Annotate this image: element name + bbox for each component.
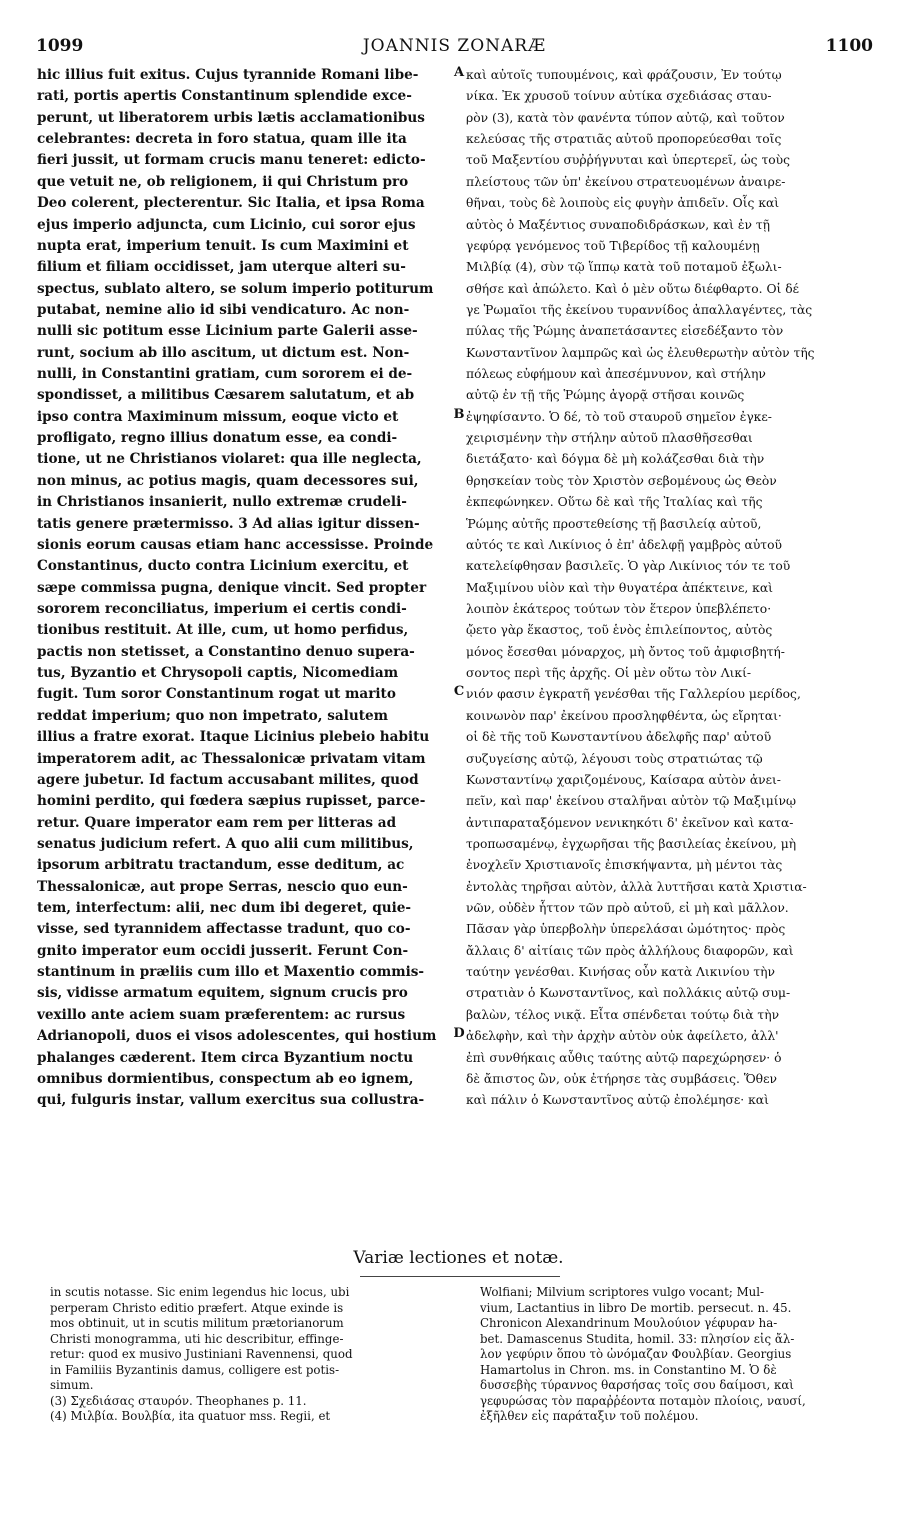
latin-text-line: senatus judicium refert. A quo alii cum militibus, — [37, 835, 414, 852]
greek-text-line: αὐτός τε καὶ Λικίνιος ὁ ἐπ' ἀδελφῇ γαμβρὸς αὐτοῦ — [466, 537, 782, 552]
greek-text-line: Μαξιμίνου υἱὸν καὶ τὴν θυγατέρα ἀπέκτεινε, καὶ — [466, 580, 773, 595]
footnote-line: simum. — [50, 1378, 94, 1392]
latin-text-line: qui, fulguris instar, vallum exercitus sua collustra- — [37, 1092, 425, 1109]
latin-text-line: hic illius fuit exitus. Cujus tyrannide Romani libe- — [37, 67, 419, 83]
footnote-line: Christi monogramma, uti hic describitur, effinge- — [50, 1331, 344, 1346]
latin-text-line: tionibus restituit. At ille, cum, ut homo perfidus, — [37, 622, 409, 639]
greek-text-line: πεῖν, καὶ παρ' ἐκείνου σταλῆναι αὐτὸν τῷ Μαξιμίνῳ — [466, 794, 797, 809]
footnote-line: in scutis notasse. Sic enim legendus hic locus, ubi — [50, 1285, 350, 1299]
latin-text-line: gnito imperator eum occidi jusserit. Ferunt Con- — [37, 942, 409, 959]
greek-text-line: νῶν, οὐδὲν ἧττον τῶν πρὸ αὐτοῦ, εἰ μὴ καὶ μᾶλλον. — [466, 901, 789, 916]
latin-text-line: celebrantes: decreta in foro statua, quam ille ita — [37, 131, 407, 148]
latin-text-line: sororem reconciliatus, imperium ei certis condi- — [37, 600, 407, 617]
greek-text-line: πύλας τῆς Ῥώμης ἀναπετάσαντες εἰσεδέξαντο τὸν — [466, 324, 784, 339]
page-number-right: 1100 — [825, 36, 873, 56]
greek-text-line: τροπωσαμένῳ, ἐγχωρῆσαι τῆς βασιλείας ἐκείνου, μὴ — [466, 836, 797, 851]
running-header — [36, 36, 873, 66]
greek-text-line: αὐτῷ ἐν τῇ τῆς Ῥώμης ἀγορᾷ στῆσαι κοινῶς — [466, 388, 745, 403]
latin-text-line: nulli, in Constantini gratiam, cum sororem ei de- — [37, 366, 413, 383]
greek-text-line: λοιπὸν ἑκάτερος τούτων τὸν ἕτερον ὑπεβλέπετο· — [466, 601, 772, 616]
latin-text-line: ejus imperio adjuncta, cum Licinio, cui soror ejus — [37, 216, 416, 233]
greek-text-line: νίκα. Ἐκ χρυσοῦ τοίνυν αὐτίκα σχεδιάσας σταυ- — [466, 89, 772, 104]
latin-text-line: perunt, ut liberatorem urbis lætis acclamationibus — [37, 109, 425, 126]
latin-text-line: nupta erat, imperium tenuit. Is cum Maximini et — [37, 237, 409, 254]
greek-text-line: ἐνοχλεῖν Χριστιανοῖς ἐπισκήψαντα, μὴ μέντοι τὰς — [466, 858, 783, 873]
greek-text-line: οἱ δὲ τῆς τοῦ Κωνσταντίνου ἀδελφῆς παρ' αὐτοῦ — [466, 730, 772, 745]
latin-text-line: in Christianos insanierit, nullo extremæ crudeli- — [37, 494, 407, 511]
latin-text-line: tatis genere prætermisso. 3 Ad alias igitur dissen- — [37, 515, 420, 532]
page-number-left: 1099 — [36, 36, 84, 56]
latin-text-line: runt, socium ab illo ascitum, ut dictum est. Non- — [37, 344, 410, 361]
latin-text-line: homini perdito, qui fœdera sæpius rupisset, parce- — [37, 793, 426, 810]
greek-text-line: ἀδελφὴν, καὶ τὴν ἀρχὴν αὐτὸν οὐκ ἀφείλετο, ἀλλ' — [466, 1029, 779, 1044]
latin-text-line: rati, portis apertis Constantinum splendide exce- — [37, 88, 412, 105]
footnote-line: (4) Μιλβία. Βουλβία, ita quatuor mss. Regii, et — [50, 1409, 331, 1423]
latin-text-line: fieri jussit, ut formam crucis manu teneret: edicto- — [37, 152, 426, 169]
greek-text-line: ἐπὶ συνθήκαις αὖθις ταύτης αὐτῷ παρεχώρησεν· ὁ — [466, 1050, 782, 1065]
notes-divider — [360, 1276, 560, 1277]
greek-text-line: καὶ πάλιν ὁ Κωνσταντῖνος αὐτῷ ἐπολέμησε· καὶ — [466, 1093, 769, 1108]
greek-text-line: Κωνσταντῖνον λαμπρῶς καὶ ὡς ἐλευθερωτὴν αὐτὸν τῆς — [466, 345, 815, 360]
latin-text-line: phalanges cæderent. Item circa Byzantium noctu — [37, 1049, 414, 1066]
greek-text-line: ἐκπεφώνηκεν. Οὕτω δὲ καὶ τῆς Ἰταλίας καὶ τῆς — [466, 495, 763, 510]
greek-text-line: βαλὼν, τέλος νικᾷ. Εἶτα σπένδεται τούτῳ διὰ τὴν — [466, 1007, 780, 1022]
latin-text-line: spondisset, a militibus Cæsarem salutatum, et ab — [37, 387, 415, 404]
greek-text-line: Μιλβίᾳ (4), σὺν τῷ ἵππῳ κατὰ τοῦ ποταμοῦ ἐξωλι- — [466, 260, 782, 275]
greek-text-line: Ῥώμης αὐτῆς προστεθείσης τῇ βασιλείᾳ αὐτοῦ, — [466, 516, 762, 531]
latin-text-line: vexillo ante aciem suam præferentem: ac rursus — [37, 1006, 406, 1023]
latin-text-line: stantinum in præliis cum illo et Maxentio commis- — [37, 964, 425, 981]
footnote-line: bet. Damascenus Studita, homil. 33: πλησίον εἰς ἄλ- — [480, 1331, 795, 1346]
section-marker: D — [453, 1026, 465, 1042]
footnotes-right-column — [480, 1285, 890, 1425]
latin-text-line: profligato, regno illius donatum esse, ea condi- — [37, 430, 398, 447]
footnote-line: mos obtinuit, ut in scutis militum prætorianorum — [50, 1316, 344, 1330]
latin-text-line: retur. Quare imperator eam rem per litteras ad — [37, 814, 397, 831]
latin-text-line: agere jubetur. Id factum accusabant milites, quod — [37, 771, 419, 788]
greek-text-line: σοντος περὶ τῆς ἀρχῆς. Οἱ μὲν οὕτω τὸν Λικί- — [466, 666, 752, 681]
greek-text-line: συζυγείσης αὐτῷ, λέγουσι τοὺς στρατιώτας τῷ — [466, 751, 763, 766]
footnote-line: vium, Lactantius in libro De mortib. persecut. n. 45. — [480, 1300, 792, 1315]
greek-text-line: ἀντιπαραταξόμενον νενικηκότι δ' ἐκεῖνον καὶ κατα- — [466, 815, 794, 830]
latin-text-line: filium et filiam occidisset, jam uterque alteri su- — [37, 259, 406, 276]
greek-text-line: δὲ ἄπιστος ὢν, οὐκ ἐτήρησε τὰς συμβάσεις. Ὅθεν — [466, 1071, 777, 1086]
greek-text-line: θρησκείαν τοὺς τὸν Χριστὸν σεβομένους ὡς Θεὸν — [466, 473, 777, 488]
footnote-line: Chronicon Alexandrinum Μουλούιον γέφυραν ha- — [480, 1316, 778, 1330]
latin-text-line: non minus, ac potius magis, quam decessores sui, — [37, 472, 419, 489]
greek-text-line: στρατιὰν ὁ Κωνσταντῖνος, καὶ πολλάκις αὐτῷ συμ- — [466, 986, 791, 1001]
latin-text-line: Adrianopoli, duos ei visos adolescentes, qui hostium — [37, 1028, 437, 1045]
footnote-line: λον γεφύριν ὅπου τὸ ὠνόμαζαν Φουλβίαν. Georgius — [480, 1347, 792, 1361]
greek-text-line: Πᾶσαν γὰρ ὑπερβολὴν ὑπερελάσαι ὠμότητος· πρὸς — [466, 922, 786, 937]
latin-text-line: reddat imperium; quo non impetrato, salutem — [37, 707, 389, 724]
section-marker: A — [453, 65, 465, 80]
greek-text-line: ἐψηφίσαντο. Ὁ δέ, τὸ τοῦ σταυροῦ σημεῖον ἐγκε- — [466, 409, 772, 424]
greek-text-line: ἄλλαις δ' αἰτίαις τῶν πρὸς ἀλλήλους διαφορῶν, καὶ — [466, 943, 794, 958]
latin-column — [37, 65, 452, 1112]
greek-text-line: διετάξατο· καὶ δόγμα δὲ μὴ κολάζεσθαι διὰ τὴν — [466, 452, 765, 467]
latin-text-line: que vetuit ne, ob religionem, ii qui Christum pro — [37, 173, 409, 190]
notes-title: Variæ lectiones et notæ. — [353, 1248, 564, 1268]
latin-text-line: illius a fratre exorat. Itaque Licinius plebeio habitu — [37, 729, 430, 746]
latin-text-line: visse, sed tyrannidem affectasse tradunt, quo co- — [37, 921, 411, 938]
footnote-line: retur: quod ex musivo Justiniani Ravennensi, quod — [50, 1347, 353, 1361]
greek-text-line: θῆναι, τοὺς δὲ λοιποὺς εἰς φυγὴν ἀπιδεῖν. Οἷς καὶ — [466, 196, 780, 211]
latin-text-line: tem, interfectum: alii, nec dum ibi degeret, quie- — [37, 900, 412, 917]
footnote-line: ἐξῆλθεν εἰς παράταξιν τοῦ πολέμου. — [480, 1409, 699, 1423]
greek-text-line: καὶ αὐτοῖς τυπουμένοις, καὶ φράζουσιν, Ἐν τούτῳ — [466, 68, 782, 82]
section-marker: B — [453, 406, 465, 422]
latin-text-line: nulli sic potitum esse Licinium parte Galerii asse- — [37, 323, 418, 340]
greek-text-line: ρὸν (3), κατὰ τὸν φανέντα τύπον αὐτῷ, καὶ τοῦτον — [466, 110, 785, 125]
greek-text-line: νιόν φασιν ἐγκρατῆ γενέσθαι τῆς Γαλλερίου μερίδος, — [466, 687, 801, 702]
footnote-line: Hamartolus in Chron. ms. in Constantino M. Ὁ δὲ — [480, 1362, 777, 1377]
greek-text-line: ταύτην γενέσθαι. Κινήσας οὖν κατὰ Λικινίου τὴν — [466, 965, 775, 980]
latin-text-line: Deo colerent, plecterentur. Sic Italia, et ipsa Roma — [37, 195, 425, 212]
latin-text-line: ipsorum arbitratu tractandum, esse deditum, ac — [37, 857, 405, 874]
section-marker: C — [453, 684, 465, 700]
greek-text-line: αὐτὸς ὁ Μαξέντιος συναποδιδράσκων, καὶ ἐν τῇ — [466, 217, 770, 232]
running-title: JOANNIS ZONARÆ — [362, 36, 547, 56]
latin-text-line: tione, ut ne Christianos violaret: qua ille neglecta, — [37, 451, 422, 468]
latin-text-line: sæpe commissa pugna, denique vincit. Sed propter — [37, 579, 427, 596]
greek-text-line: πόλεως εὐφήμουν καὶ ἀπεσέμνυνον, καὶ στήλην — [466, 367, 766, 382]
latin-text-line: sionis eorum causas etiam hanc accessisse. Proinde — [37, 536, 434, 553]
latin-text-line: tus, Byzantio et Chrysopoli captis, Nicomediam — [37, 665, 399, 682]
footnote-line: δυσσεβὴς τύραννος θαρσήσας τοῖς σου δαίμοσι, καὶ — [480, 1378, 794, 1392]
latin-text-line: pactis non stetisset, a Constantino denuo supera- — [37, 643, 415, 660]
greek-text-line: πλείστους τῶν ὑπ' ἐκείνου στρατευομένων ἀναιρε- — [466, 174, 786, 189]
greek-text-line: ἐντολὰς τηρῆσαι αὐτὸν, ἀλλὰ λυττῆσαι κατὰ Χριστια- — [466, 879, 807, 894]
greek-text-line: γεφύρᾳ γενόμενος τοῦ Τιβερίδος τῇ καλουμένῃ — [466, 238, 760, 253]
greek-text-line: κοινωνὸν παρ' ἐκείνου προσληφθέντα, ὡς εἴρηται· — [466, 708, 782, 723]
latin-text-line: imperatorem adit, ac Thessalonicæ privatam vitam — [37, 750, 426, 767]
latin-text-line: ipso contra Maximinum missum, eoque victo et — [37, 408, 399, 425]
latin-text-line: Thessalonicæ, aut prope Serras, nescio quo eun- — [37, 878, 408, 895]
footnote-line: in Familiis Byzantinis damus, colligere est potis- — [50, 1362, 340, 1377]
footnote-line: (3) Σχεδιάσας σταυρόν. Theophanes p. 11. — [50, 1393, 307, 1408]
latin-text-line: putabat, nemine alio id sibi vendicaturo. Ac non- — [37, 301, 410, 318]
greek-text-line: μόνος ἔσεσθαι μόναρχος, μὴ ὄντος τοῦ ἀμφισβητή- — [466, 644, 785, 659]
greek-text-line: κατελείφθησαν βασιλεῖς. Ὁ γὰρ Λικίνιος τόν τε τοῦ — [466, 559, 791, 574]
latin-text-line: sis, vidisse armatum equitem, signum crucis pro — [37, 985, 408, 1002]
greek-text-line: χειρισμένην τὴν στήλην αὐτοῦ πλασθῆσεσθαι — [466, 431, 753, 446]
greek-text-line: τοῦ Μαξεντίου συῤῥήγνυται καὶ ὑπερτερεῖ, ὡς τοὺς — [466, 153, 791, 168]
latin-text-line: Constantinus, ducto contra Licinium exercitu, et — [37, 558, 409, 575]
greek-text-line: Κωνσταντίνῳ χαριζομένους, Καίσαρα αὐτὸν ἀνει- — [466, 772, 781, 787]
footnote-line: perperam Christo editio præfert. Atque exinde is — [50, 1300, 344, 1315]
footnote-line: Wolfiani; Milvium scriptores vulgo vocant; Mul- — [480, 1285, 765, 1299]
footnote-line: γεφυρώσας τὸν παραῤῥέοντα ποταμὸν πλοίοις, ναυσί, — [480, 1393, 806, 1408]
latin-text-line: omnibus dormientibus, conspectum ab eo ignem, — [37, 1070, 414, 1087]
greek-text-line: κελεύσας τῆς στρατιᾶς αὐτοῦ προπορεύεσθαι τοῖς — [466, 132, 782, 147]
greek-text-line: γε Ῥωμαῖοι τῆς ἐκείνου τυραννίδος ἀπαλλαγέντες, τὰς — [466, 302, 813, 317]
greek-column — [466, 65, 880, 1112]
latin-text-line: fugit. Tum soror Constantinum rogat ut marito — [37, 686, 396, 703]
latin-text-line: spectus, sublato altero, se solum imperio potiturum — [37, 280, 434, 297]
greek-text-line: ᾤετο γὰρ ἕκαστος, τοῦ ἑνὸς ἐπιλείποντος, αὐτὸς — [466, 623, 773, 638]
footnotes-left-column — [50, 1285, 457, 1425]
greek-text-line: σθήσε καὶ ἀπώλετο. Καὶ ὁ μὲν οὕτω διέφθαρτο. Οἱ δέ — [466, 281, 800, 296]
